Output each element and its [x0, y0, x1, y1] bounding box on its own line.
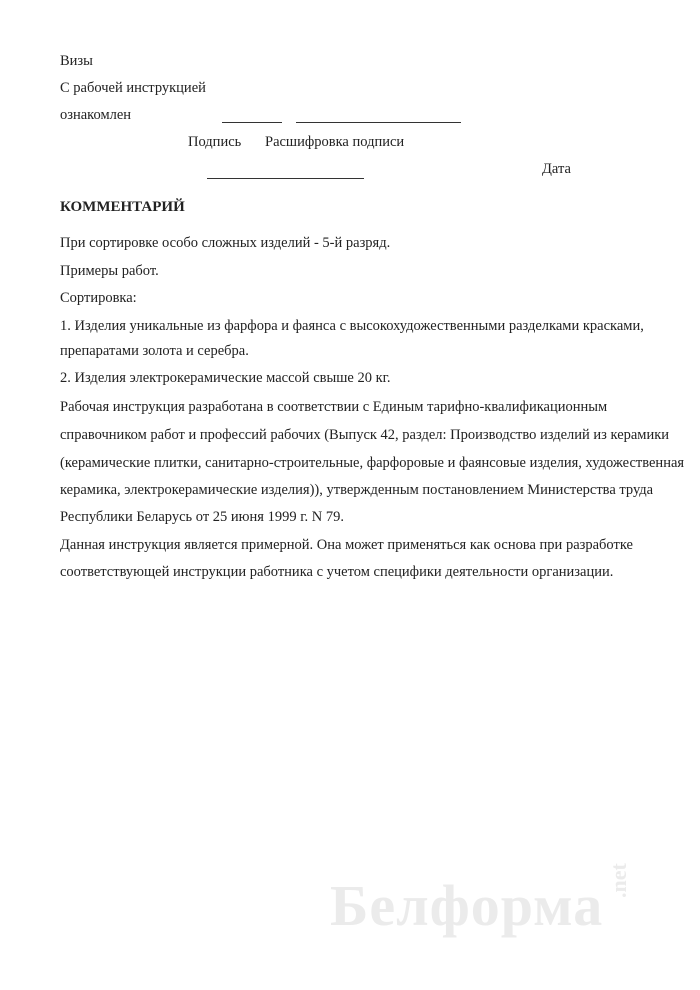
comment-line: препаратами золота и серебра. [60, 343, 249, 359]
date-label: Дата [542, 161, 571, 177]
comment-line: керамика, электрокерамические изделия)), утвержденным постановлением Министерства труда [60, 482, 654, 498]
watermark-logo: Белформа [330, 873, 604, 938]
signature-decoding-line [296, 122, 461, 123]
comment-line: Примеры работ. [60, 263, 159, 279]
comment-line: Рабочая инструкция разработана в соответствии с Единым тарифно-квалификационным [60, 399, 608, 415]
signature-decoding-label: Расшифровка подписи [265, 134, 405, 150]
comment-line: соответствующей инструкции работника с учетом специфики деятельности организации. [60, 564, 614, 580]
watermark-domain: .net [606, 863, 631, 898]
comment-line: Республики Беларусь от 25 июня 1999 г. N 79. [60, 509, 344, 525]
visas-label: Визы [60, 53, 93, 69]
comment-line: При сортировке особо сложных изделий - 5-й разряд. [60, 235, 391, 251]
acquainted-label-line2: ознакомлен [60, 107, 132, 123]
comment-line: Данная инструкция является примерной. Она может применяться как основа при разработке [60, 537, 633, 553]
acquainted-label-line1: С рабочей инструкцией [60, 80, 206, 96]
comment-line: 2. Изделия электрокерамические массой свыше 20 кг. [60, 370, 391, 386]
comment-line: справочником работ и профессий рабочих (Выпуск 42, раздел: Производство изделий из керамики [60, 427, 670, 443]
signature-line [222, 122, 282, 123]
comment-line: (керамические плитки, санитарно-строительные, фарфоровые и фаянсовые изделия, художественная [60, 455, 685, 471]
comment-line: Сортировка: [60, 290, 137, 306]
signature-label: Подпись [188, 134, 242, 150]
date-line [207, 178, 364, 179]
comment-line: 1. Изделия уникальные из фарфора и фаянса с высокохудожественными разделками красками, [60, 318, 644, 334]
comment-heading: КОММЕНТАРИЙ [60, 199, 185, 215]
